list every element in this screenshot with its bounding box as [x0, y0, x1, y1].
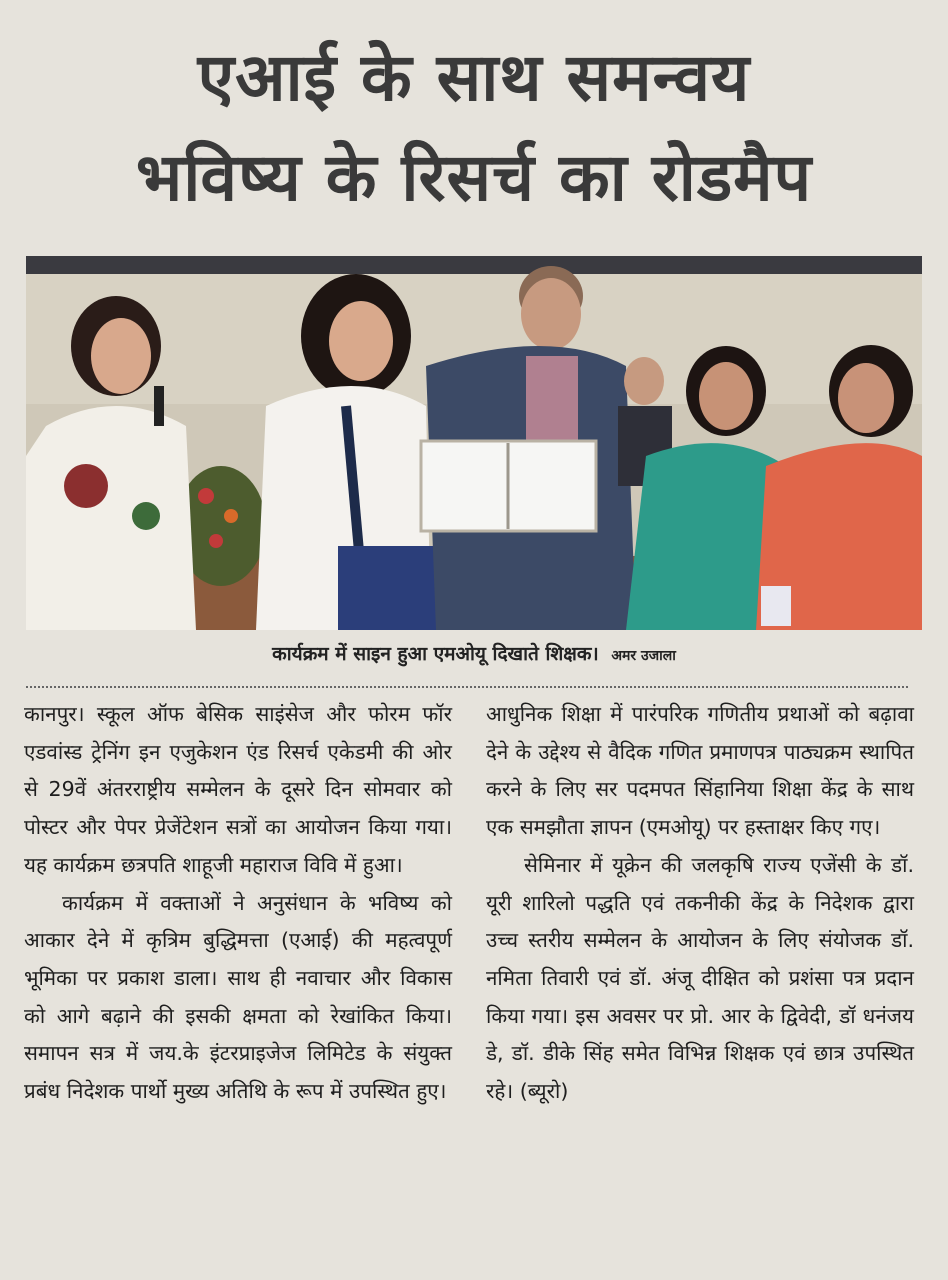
caption-credit: अमर उजाला: [611, 648, 676, 664]
headline-line-1: एआई के साथ समन्वय: [197, 39, 751, 116]
mou-ceremony-photo-icon: [26, 256, 922, 630]
article-paragraph: कार्यक्रम में वक्ताओं ने अनुसंधान के भविष्य को आकार देने में कृत्रिम बुद्धिमत्ता (एआई) की महत्वपूर्ण भूमिका पर प्रकाश डाला। साथ ही नवाचार और विकास को आगे बढ़ाने की इसकी क्षमता को रेखांकित किया। समापन सत्र में जय.के इंटरप्राइजेज लिमिटेड के संयुक्त प्रबंध निदेशक पार्थो मुख्य अतिथि के रूप में उपस्थित हुए।: [24, 890, 452, 1104]
photo-caption: [26, 640, 922, 666]
dotted-divider: [26, 686, 908, 688]
article-paragraph: सेमिनार में यूक्रेन की जलकृषि राज्य एजेंसी के डॉ. यूरी शारिलो पद्धति एवं तकनीकी केंद्र के निदेशक द्वारा उच्च स्तरीय सम्मेलन के आयोजन के लिए संयोजक डॉ. नमिता तिवारी एवं डॉ. अंजू दीक्षित को प्रशंसा पत्र प्रदान किया गया। इस अवसर पर प्रो. आर के द्विवेदी, डॉ धनंजय डे, डॉ. डीके सिंह समेत विभिन्न शिक्षक एवं छात्र उपस्थित रहे। (ब्यूरो): [486, 852, 914, 1104]
article-column-right: [486, 696, 914, 1111]
headline: [20, 28, 928, 228]
article-paragraph: कानपुर। स्कूल ऑफ बेसिक साइंसेज और फोरम फॉर एडवांस्ड ट्रेनिंग इन एजुकेशन एंड रिसर्च एकेडमी की ओर से 29वें अंतरराष्ट्रीय सम्मेलन के दूसरे दिन सोमवार को पोस्टर और पेपर प्रेजेंटेशन सत्रों का आयोजन किया गया। यह कार्यक्रम छत्रपति शाहूजी महाराज विवि में हुआ।: [24, 702, 452, 877]
news-photo: [26, 256, 922, 630]
caption-text: कार्यक्रम में साइन हुआ एमओयू दिखाते शिक्षक।: [272, 643, 599, 665]
headline-line-2: भविष्य के रिसर्च का रोडमैप: [135, 139, 813, 216]
article-column-left: [24, 696, 452, 1111]
article-paragraph: आधुनिक शिक्षा में पारंपरिक गणितीय प्रथाओं को बढ़ावा देने के उद्देश्य से वैदिक गणित प्रमाणपत्र पाठ्यक्रम स्थापित करने के लिए सर पदमपत सिंहानिया शिक्षा केंद्र के साथ एक समझौता ज्ञापन (एमओयू) पर हस्ताक्षर किए गए।: [486, 702, 914, 840]
